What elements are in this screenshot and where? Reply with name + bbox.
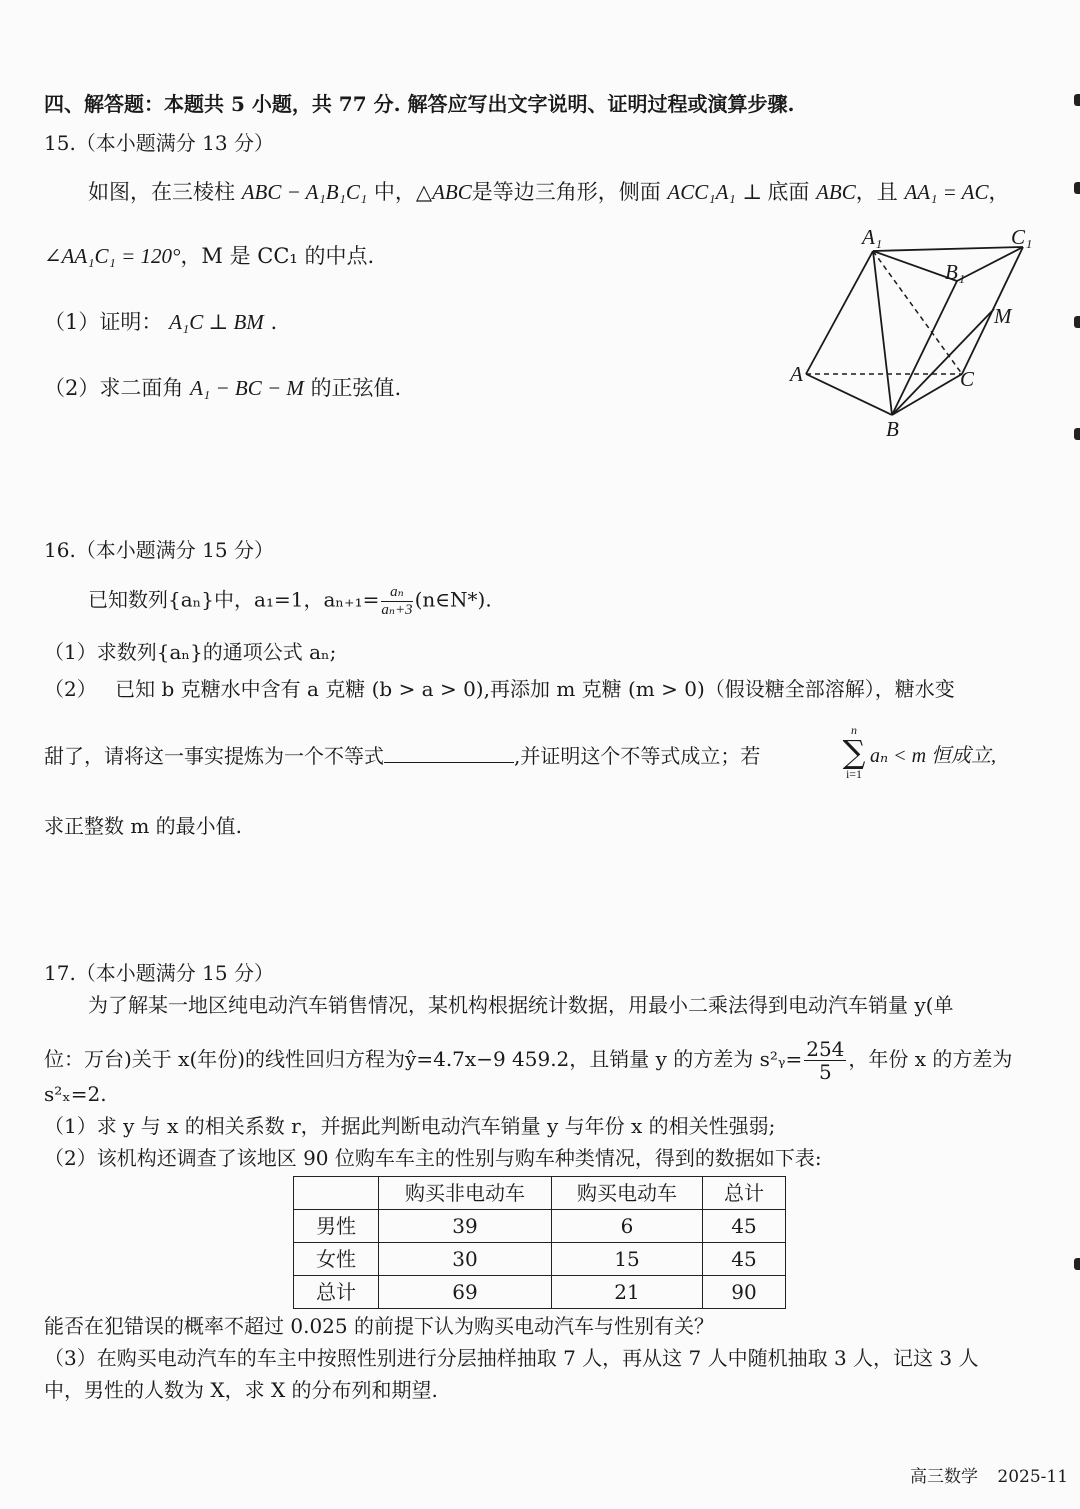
table-cell: 21 xyxy=(552,1276,703,1309)
q16-p2-line2a: 甜了，请将这一事实提炼为一个不等式 xyxy=(44,744,384,768)
survey-table xyxy=(293,1176,786,1309)
q15-comma: ， xyxy=(988,180,1010,204)
summation xyxy=(842,724,866,780)
sum-top: n xyxy=(851,723,857,737)
q16-part1: （1）求数列{aₙ}的通项公式 aₙ; xyxy=(44,640,337,664)
q16-frac-num: aₙ xyxy=(381,584,412,602)
edge-a-b xyxy=(806,374,892,415)
q15-prism: ABC − A₁B₁C₁ xyxy=(241,180,368,204)
prism-figure xyxy=(780,220,1050,445)
binding-mark xyxy=(1074,1258,1080,1270)
q17-line2a: 位：万台)关于 x(年份)的线性回归方程为 xyxy=(44,1047,406,1071)
table-cell: 女性 xyxy=(294,1243,379,1276)
table-cell: 45 xyxy=(703,1243,786,1276)
q16-part2-line1 xyxy=(44,677,955,701)
table-cell: 39 xyxy=(379,1210,552,1243)
edge-a1-a xyxy=(806,251,873,374)
table-header-row xyxy=(294,1177,786,1210)
footer-date: 2025-11 xyxy=(997,1467,1069,1487)
q17-line2 xyxy=(44,1038,1012,1083)
table-header-cell: 总计 xyxy=(703,1177,786,1210)
label-b: B xyxy=(886,417,899,441)
footer xyxy=(910,1467,1068,1487)
q17-part1: （1）求 y 与 x 的相关系数 r，并据此判断电动汽车销量 y 与年份 x 的相关性强弱; xyxy=(44,1114,776,1138)
table-header-cell: 购买非电动车 xyxy=(379,1177,552,1210)
edge-b1-c1 xyxy=(957,247,1023,281)
footer-subject: 高三数学 xyxy=(910,1467,978,1487)
q17-var-den: 5 xyxy=(818,1060,832,1084)
q15-perp: ⊥ 底面 xyxy=(742,180,810,204)
label-c1: C₁ xyxy=(1011,225,1033,249)
q16-given-post: (n∈N*). xyxy=(414,587,492,612)
q15-abc: ABC xyxy=(432,180,472,204)
q15-statement-line1 xyxy=(88,180,1010,205)
q15-p2-expr: A₁ − BC − M xyxy=(190,376,304,400)
sum-symbol: ∑ xyxy=(842,733,866,771)
q15-p1-label: （1）证明： xyxy=(44,310,163,334)
q16-p2-line2b: ,并证明这个不等式成立；若 xyxy=(514,744,761,768)
q17-var-num: 254 xyxy=(806,1037,845,1061)
table-cell: 总计 xyxy=(294,1276,379,1309)
section-title: 四、解答题：本题共 5 小题，共 77 分. 解答应写出文字说明、证明过程或演算步骤. xyxy=(44,92,795,116)
q16-given-pre: 已知数列{aₙ}中，a₁=1，aₙ₊₁= xyxy=(88,587,380,612)
q17-after-table: 能否在犯错误的概率不超过 0.025 的前提下认为购买电动汽车与性别有关？ xyxy=(44,1314,714,1338)
q15-mid: 中，△ xyxy=(373,180,433,204)
q15-equi: 是等边三角形，侧面 xyxy=(471,180,661,204)
q15-m-midpoint: ，M 是 CC₁ 的中点. xyxy=(180,244,375,268)
q15-p1-end: . xyxy=(270,310,278,334)
label-m: M xyxy=(994,304,1012,328)
table-cell: 90 xyxy=(703,1276,786,1309)
table-cell: 69 xyxy=(379,1276,552,1309)
q15-statement-line2 xyxy=(44,244,374,269)
q15-part1 xyxy=(44,310,277,335)
table-row xyxy=(294,1243,786,1276)
q16-part2-line3: 求正整数 m 的最小值. xyxy=(44,814,243,838)
q17-part3-line1: （3）在购买电动汽车的车主中按照性别进行分层抽样抽取 7 人，再从这 7 人中随机抽取 3 人，记这 3 人 xyxy=(44,1346,979,1370)
q17-line2b: ，年份 x 的方差为 xyxy=(848,1047,1013,1071)
label-a: A xyxy=(790,362,803,386)
edge-a1-b xyxy=(873,251,892,415)
q17-line1: 为了解某一地区纯电动汽车销售情况，某机构根据统计数据，用最小二乘法得到电动汽车销量 y(单 xyxy=(88,993,954,1017)
edge-a1-c1 xyxy=(873,247,1023,251)
q15-angle: ∠AA₁C₁ = 120° xyxy=(44,244,181,268)
binding-mark xyxy=(1074,428,1080,440)
q17-part3-line2: 中，男性的人数为 X，求 X 的分布列和期望. xyxy=(44,1378,438,1402)
q15-face: ACC₁A₁ xyxy=(667,180,736,204)
binding-mark xyxy=(1074,94,1080,106)
q17-line3: s²ₓ=2. xyxy=(44,1082,107,1106)
q16-p2-label: （2） xyxy=(44,677,97,701)
q17-variance-fraction xyxy=(804,1038,846,1083)
edge-b-m xyxy=(892,309,994,415)
label-a1: A₁ xyxy=(862,225,883,249)
q15-p2-label: （2）求二面角 xyxy=(44,376,184,400)
q15-intro: 如图，在三棱柱 xyxy=(88,180,235,204)
q15-p1-expr: A₁C ⊥ BM xyxy=(169,310,264,334)
q16-header: 16.（本小题满分 15 分） xyxy=(44,538,274,562)
q17-regression: ŷ=4.7x−9 459.2，且销量 y 的方差为 s²ᵧ= xyxy=(405,1047,803,1071)
sum-bottom: i=1 xyxy=(845,767,863,781)
q16-frac-den: aₙ+3 xyxy=(381,601,413,618)
table-cell: 6 xyxy=(552,1210,703,1243)
table-header-cell: 购买电动车 xyxy=(552,1177,703,1210)
label-c: C xyxy=(960,367,975,391)
table-cell: 男性 xyxy=(294,1210,379,1243)
q16-given xyxy=(88,584,492,618)
q16-p2-text: 已知 b 克糖水中含有 a 克糖 (b > a > 0),再添加 m 克糖 (m > 0)（假设糖全部溶解），糖水变 xyxy=(115,677,955,701)
q15-p2-end: 的正弦值. xyxy=(310,376,402,400)
binding-mark xyxy=(1074,316,1080,328)
label-b1: B₁ xyxy=(945,260,966,284)
table-row xyxy=(294,1210,786,1243)
edge-b1-b xyxy=(892,281,957,415)
binding-mark xyxy=(1074,182,1080,194)
q16-fraction xyxy=(381,584,412,618)
q15-base: ABC xyxy=(816,180,856,204)
q15-part2 xyxy=(44,376,401,401)
q17-header: 17.（本小题满分 15 分） xyxy=(44,961,274,985)
table-cell: 30 xyxy=(379,1243,552,1276)
answer-blank[interactable] xyxy=(384,744,514,763)
q15-eq: AA₁ = AC xyxy=(904,180,989,204)
q15-header: 15.（本小题满分 13 分） xyxy=(44,131,274,155)
table-row xyxy=(294,1276,786,1309)
table-cell: 15 xyxy=(552,1243,703,1276)
table-header-cell xyxy=(294,1177,379,1210)
q17-part2: （2）该机构还调查了该地区 90 位购车车主的性别与购车种类情况，得到的数据如下表: xyxy=(44,1146,822,1170)
q15-and: ，且 xyxy=(855,180,898,204)
table-cell: 45 xyxy=(703,1210,786,1243)
q16-part2-line2 xyxy=(44,744,760,768)
q16-p2-line2c: aₙ < m 恒成立, xyxy=(870,745,997,767)
